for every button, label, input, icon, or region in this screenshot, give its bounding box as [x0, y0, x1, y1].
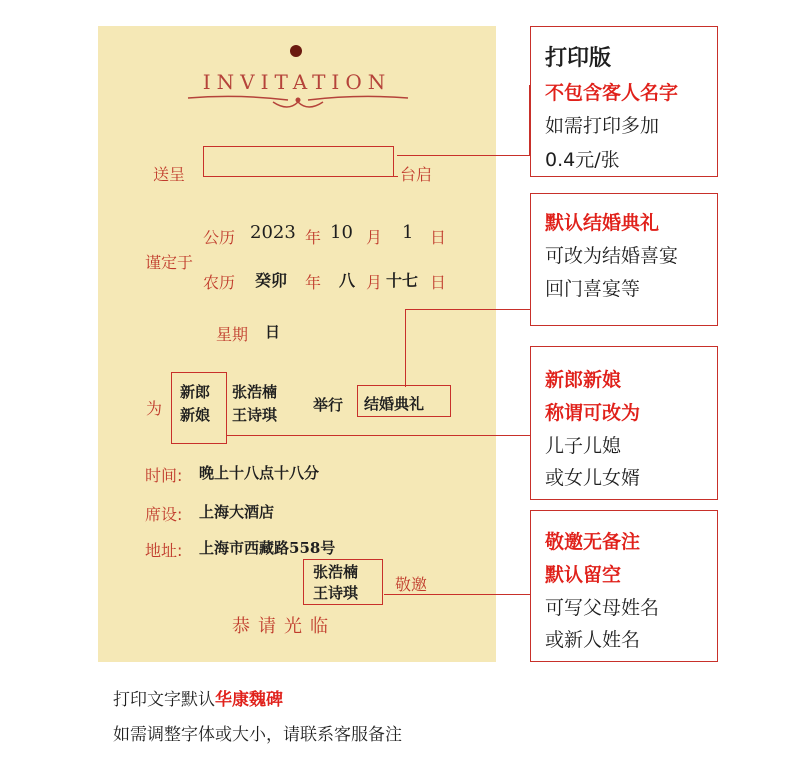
groom-label: 新郎 — [180, 383, 211, 401]
lunar-month: 八 — [339, 271, 356, 290]
panel-invite-line3: 可写父母姓名 — [545, 597, 660, 619]
inviter-1: 张浩楠 — [313, 563, 359, 581]
panel-print-line2: 不包含客人名字 — [545, 82, 679, 104]
lunar-year-unit: 年 — [305, 273, 322, 292]
panel-print — [530, 26, 718, 177]
invitation-card — [98, 26, 496, 662]
connector-1 — [397, 155, 530, 156]
panel-title-line2: 称谓可改为 — [545, 402, 641, 424]
panel-event-line2: 可改为结婚喜宴 — [545, 245, 679, 267]
footer-font-name: 华康魏碑 — [215, 690, 283, 710]
card-title: INVITATION — [202, 70, 392, 94]
connector-4 — [384, 594, 531, 595]
month-unit: 月 — [366, 228, 383, 247]
lunar-month-unit: 月 — [366, 273, 383, 292]
panel-event-line1: 默认结婚典礼 — [545, 212, 660, 234]
panel-print-title: 打印版 — [545, 46, 612, 71]
lunar-day: 十七 — [386, 271, 419, 290]
lunar-year: 癸卯 — [255, 271, 288, 290]
panel-invite — [530, 510, 718, 662]
invite-label: 敬邀 — [395, 575, 428, 594]
connector-2 — [405, 309, 531, 310]
guest-name-box — [203, 146, 394, 177]
connector-3 — [227, 435, 530, 436]
bride-name: 王诗琪 — [232, 406, 278, 424]
panel-title — [530, 346, 718, 500]
for-label: 为 — [146, 399, 163, 418]
gregorian-day: 1 — [402, 222, 414, 243]
gregorian-label: 公历 — [203, 228, 236, 247]
time-label: 时间: — [145, 466, 183, 485]
weekday-value: 日 — [265, 323, 281, 341]
footer-prefix: 打印文字默认 — [113, 690, 215, 710]
address-label: 地址: — [145, 541, 183, 560]
inviter-2: 王诗琪 — [313, 584, 359, 602]
to-label: 送呈 — [153, 165, 186, 184]
panel-print-line3: 如需打印多加 — [545, 115, 660, 137]
lunar-day-unit: 日 — [430, 273, 447, 292]
gregorian-month: 10 — [330, 222, 353, 243]
gregorian-year: 2023 — [250, 222, 296, 243]
ornament-flourish-icon — [178, 90, 418, 114]
panel-title-line1: 新郎新娘 — [545, 369, 622, 391]
scheduled-label: 谨定于 — [145, 253, 194, 272]
venue-label: 席设: — [145, 505, 183, 524]
panel-invite-line2: 默认留空 — [545, 564, 622, 586]
closing-text: 恭请光临 — [232, 616, 336, 637]
lunar-label: 农历 — [203, 273, 236, 292]
address-value: 上海市西藏路558号 — [199, 539, 336, 557]
guest-name-underline — [203, 176, 398, 177]
bride-label: 新娘 — [180, 406, 211, 424]
footer-line2: 如需调整字体或大小，请联系客服备注 — [113, 725, 402, 745]
time-value: 晚上十八点十八分 — [199, 464, 320, 482]
weekday-label: 星期 — [216, 325, 249, 344]
panel-invite-line4: 或新人姓名 — [545, 629, 641, 651]
panel-event-line3: 回门喜宴等 — [545, 278, 641, 300]
event-name: 结婚典礼 — [364, 395, 425, 413]
hold-label: 举行 — [313, 396, 344, 414]
open-label: 台启 — [400, 165, 433, 184]
panel-title-line3: 儿子儿媳 — [545, 435, 622, 457]
day-unit: 日 — [430, 228, 447, 247]
panel-print-line4: 0.4元/张 — [545, 149, 620, 171]
connector-2-v — [405, 309, 406, 387]
venue-value: 上海大酒店 — [199, 503, 275, 521]
panel-event — [530, 193, 718, 326]
footer-line1 — [113, 685, 283, 710]
panel-invite-line1: 敬邀无备注 — [545, 531, 641, 553]
year-unit: 年 — [305, 228, 322, 247]
hang-hole — [290, 45, 302, 57]
groom-name: 张浩楠 — [232, 383, 278, 401]
panel-title-line4: 或女儿女婿 — [545, 467, 641, 489]
